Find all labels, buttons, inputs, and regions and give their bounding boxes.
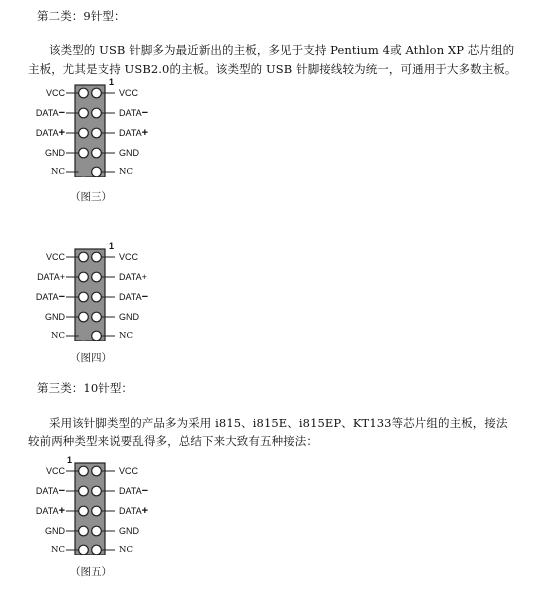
section3-paragraph-line2: 较前两种类型来说要乱得多，总结下来大致有五种接法：	[28, 434, 318, 448]
fig5-label-left-3-text: DATA	[35, 506, 59, 516]
fig3-label-left-3-text: DATA	[35, 128, 59, 138]
fig5-label-right-2-text: DATA	[119, 486, 142, 496]
fig5-label-right-5	[119, 545, 133, 555]
fig3-label-right-4-text: GND	[119, 148, 139, 158]
fig3-pin-right-2	[92, 108, 102, 118]
fig4-pin-left-2	[79, 272, 89, 282]
fig4-pin-left-1	[79, 252, 89, 262]
fig5-pin-right-4	[92, 526, 102, 536]
fig3-pin-diagram	[23, 77, 183, 177]
fig4-pin-right-2	[92, 272, 102, 282]
fig5-pin-left-1	[79, 466, 89, 476]
fig3-label-right-3-sign: +	[141, 127, 149, 139]
section3-paragraph-line1: 采用该针脚类型的产品多为采用 i815、i815E、i815EP、KT133等芯片组的主板，接法	[49, 416, 508, 430]
fig3-pin-left-2	[79, 108, 89, 118]
fig5-label-left-2-sign: −	[58, 485, 65, 497]
fig3-pin1-marker: 1	[109, 77, 115, 87]
fig3-pin-right-5	[92, 167, 102, 177]
section2-paragraph-line2: 主板，尤其是支持 USB2.0的主板。该类型的 USB 针脚接线较为统一，可通用于大多数主板。	[28, 62, 517, 76]
fig5-label-left-5-text: NC	[51, 545, 65, 555]
fig3-label-left-2-sign: −	[58, 107, 65, 119]
fig3-pin-left-4	[79, 148, 89, 158]
fig3-label-right-2	[119, 108, 148, 118]
fig5-label-left-1-text: VCC	[45, 466, 65, 476]
fig4-pin-right-1	[92, 252, 102, 262]
fig3-label-right-3	[119, 128, 148, 138]
fig4-label-right-4-text: GND	[119, 312, 139, 322]
fig3-label-left-2	[36, 108, 65, 118]
fig3-label-right-5	[119, 167, 133, 177]
fig3-label-left-3	[36, 128, 65, 138]
fig3-label-left-1-text: VCC	[45, 88, 65, 98]
fig4-label-left-1	[46, 252, 65, 262]
fig5-label-left-4-text: GND	[45, 526, 65, 536]
fig5-label-left-2	[36, 486, 65, 496]
fig5-pin-right-5	[92, 545, 102, 555]
fig4-label-right-5	[119, 331, 133, 341]
fig3-label-right-1-text: VCC	[119, 88, 139, 98]
fig5-label-left-5	[51, 545, 65, 555]
fig4-pin-right-4	[92, 312, 102, 322]
section2-paragraph-line1: 该类型的 USB 针脚多为最近新出的主板，多见于支持 Pentium 4或 Athlon XP 芯片组的	[49, 43, 515, 57]
fig4-label-right-1-text: VCC	[119, 252, 139, 262]
fig4-label-left-5-text: NC	[51, 331, 65, 341]
fig4-label-left-3-text: DATA	[35, 292, 59, 302]
fig3-label-left-4-text: GND	[45, 148, 65, 158]
fig4-label-left-2	[37, 272, 65, 282]
fig3-pin-right-3	[92, 128, 102, 138]
fig5-label-right-1-text: VCC	[119, 466, 139, 476]
fig4-label-left-5	[51, 331, 65, 341]
fig5-pin-diagram	[23, 455, 183, 555]
fig4-pin-right-3	[92, 292, 102, 302]
fig4-label-left-2-text: DATA+	[37, 272, 65, 282]
fig4-pin-left-5	[79, 331, 89, 341]
fig4-caption: （图四）	[70, 352, 112, 364]
fig4-label-left-3-sign: −	[58, 291, 65, 303]
fig3-pin-left-1	[79, 88, 89, 98]
fig5-pin-right-1	[92, 466, 102, 476]
fig5-label-right-3-text: DATA	[119, 506, 142, 516]
fig3-pin-left-5	[79, 167, 89, 177]
fig3-label-left-1	[46, 88, 65, 98]
fig5-pin-right-3	[92, 506, 102, 516]
fig5-label-left-4	[45, 526, 65, 536]
fig3-label-left-4	[45, 148, 65, 158]
fig3-caption: （图三）	[70, 191, 112, 203]
fig5-label-right-2-sign: −	[141, 485, 149, 497]
fig4-label-left-1-text: VCC	[45, 252, 65, 262]
fig5-label-right-3	[119, 506, 148, 516]
fig5-label-right-4	[119, 526, 139, 536]
fig5-caption: （图五）	[70, 566, 112, 578]
fig5-pin1-marker: 1	[67, 455, 73, 465]
fig5-label-right-5-text: NC	[119, 545, 133, 555]
fig5-label-left-3	[36, 506, 65, 516]
fig4-label-left-4	[45, 312, 65, 322]
fig3-label-right-3-text: DATA	[119, 128, 142, 138]
fig3-label-right-2-sign: −	[141, 107, 149, 119]
fig4-label-right-3	[119, 292, 148, 302]
fig5-label-right-4-text: GND	[119, 526, 139, 536]
fig4-label-right-2	[119, 272, 147, 282]
fig4-label-right-4	[119, 312, 139, 322]
fig4-label-right-5-text: NC	[119, 331, 133, 341]
fig5-label-right-2	[119, 486, 148, 496]
fig4-pin1-marker: 1	[109, 241, 115, 251]
fig5-label-left-3-sign: +	[58, 505, 65, 517]
fig4-pin-diagram	[23, 241, 183, 341]
fig5-pin-left-2	[79, 486, 89, 496]
fig4-label-right-3-text: DATA	[119, 292, 142, 302]
fig4-pin-left-4	[79, 312, 89, 322]
fig3-pin-left-3	[79, 128, 89, 138]
fig3-label-left-5	[51, 167, 65, 177]
fig3-label-right-1	[119, 88, 138, 98]
section3-heading: 第三类：10针型：	[37, 381, 134, 395]
fig5-label-right-1	[119, 466, 138, 476]
fig4-label-left-3	[36, 292, 65, 302]
fig3-label-right-4	[119, 148, 139, 158]
fig5-label-left-1	[46, 466, 65, 476]
fig4-pin-right-5	[92, 331, 102, 341]
fig4-label-right-2-text: DATA+	[119, 272, 147, 282]
fig5-pin-left-4	[79, 526, 89, 536]
fig5-label-right-3-sign: +	[141, 505, 149, 517]
section2-heading: 第二类：9针型：	[37, 9, 126, 23]
fig5-pin-left-3	[79, 506, 89, 516]
fig3-label-left-2-text: DATA	[35, 108, 59, 118]
fig3-label-left-5-text: NC	[51, 167, 65, 177]
fig5-label-left-2-text: DATA	[35, 486, 59, 496]
fig4-label-left-4-text: GND	[45, 312, 65, 322]
fig5-pin-left-5	[79, 545, 89, 555]
fig3-label-left-3-sign: +	[58, 127, 65, 139]
fig3-pin-right-4	[92, 148, 102, 158]
fig3-pin-right-1	[92, 88, 102, 98]
fig4-label-right-3-sign: −	[141, 291, 149, 303]
fig3-label-right-2-text: DATA	[119, 108, 142, 118]
fig3-label-right-5-text: NC	[119, 167, 133, 177]
fig5-pin-right-2	[92, 486, 102, 496]
fig4-pin-left-3	[79, 292, 89, 302]
fig4-label-right-1	[119, 252, 138, 262]
